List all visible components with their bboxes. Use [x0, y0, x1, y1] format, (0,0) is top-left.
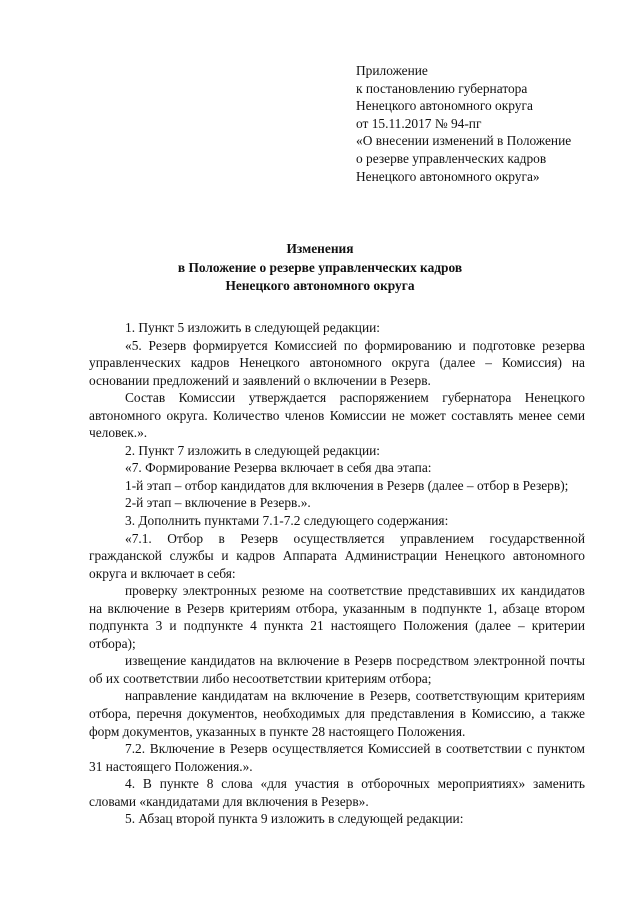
paragraph: 3. Дополнить пунктами 7.1-7.2 следующего содержания:	[125, 513, 449, 529]
paragraph: извещение кандидатов на включение в Резерв посредством электронной почты об их соответствии либо несоответствии критериям отбора;	[89, 653, 585, 686]
paragraph: «7.1. Отбор в Резерв осуществляется управлением государственной гражданской службы и кадров Аппарата Администрации Ненецкого автономного округа и включает в себя:	[89, 530, 585, 581]
paragraph: 2. Пункт 7 изложить в следующей редакции:	[125, 442, 381, 458]
paragraph: 1-й этап – отбор кандидатов для включения в Резерв (далее – отбор в Резерв);	[125, 477, 569, 493]
paragraph: 1. Пункт 5 изложить в следующей редакции:	[125, 320, 381, 335]
paragraph: «5. Резерв формируется Комиссией по формированию и подготовке резерва управленческих кадров Ненецкого автономного округа (далее – Комиссия) на основании предложений и заявлений о включении в Резерв.	[89, 337, 585, 388]
appendix-line: к постановлению губернатора	[356, 80, 528, 96]
paragraph: «7. Формирование Резерва включает в себя два этапа:	[125, 460, 432, 476]
title-line: Изменения	[286, 241, 354, 256]
paragraph: 4. В пункте 8 слова «для участия в отборочных мероприятиях» заменить словами «кандидатами для включения в Резерв».	[89, 776, 585, 809]
appendix-line: Ненецкого автономного округа	[356, 98, 533, 114]
appendix-line: «О внесении изменений в Положение	[356, 133, 572, 149]
paragraph: направление кандидатам на включение в Резерв, соответствующим критериям отбора, перечня документов, необходимых для представления в Комиссию, а также форм документов, указанных в пункте 28 настоящего Положения.	[89, 688, 585, 739]
paragraph: Состав Комиссии утверждается распоряжением губернатора Ненецкого автономного округа. Количество членов Комиссии не может составлять менее семи человек.».	[89, 390, 585, 441]
appendix-line: о резерве управленческих кадров	[356, 150, 547, 166]
appendix-line: Ненецкого автономного округа»	[356, 168, 540, 184]
title-line: Ненецкого автономного округа	[225, 278, 415, 294]
paragraph: проверку электронных резюме на соответствие представивших их кандидатов на включение в Резерв критериям отбора, указанным в подпункте 1, абзаце втором подпункта 3 и подпункте 4 пункта 21 настоящего Положения (далее – критерии отбора);	[89, 583, 585, 651]
appendix-line: от 15.11.2017 № 94-пг	[356, 115, 482, 131]
paragraph: 5. Абзац второй пункта 9 изложить в следующей редакции:	[125, 811, 464, 827]
document-title	[0, 240, 640, 296]
document-body	[89, 319, 585, 828]
title-line: в Положение о резерве управленческих кадров	[177, 259, 463, 275]
paragraph: 2-й этап – включение в Резерв.».	[125, 495, 311, 511]
appendix-block	[356, 62, 626, 185]
appendix-line: Приложение	[356, 63, 428, 78]
paragraph: 7.2. Включение в Резерв осуществляется Комиссией в соответствии с пунктом 31 настоящего Положения.».	[89, 741, 585, 774]
